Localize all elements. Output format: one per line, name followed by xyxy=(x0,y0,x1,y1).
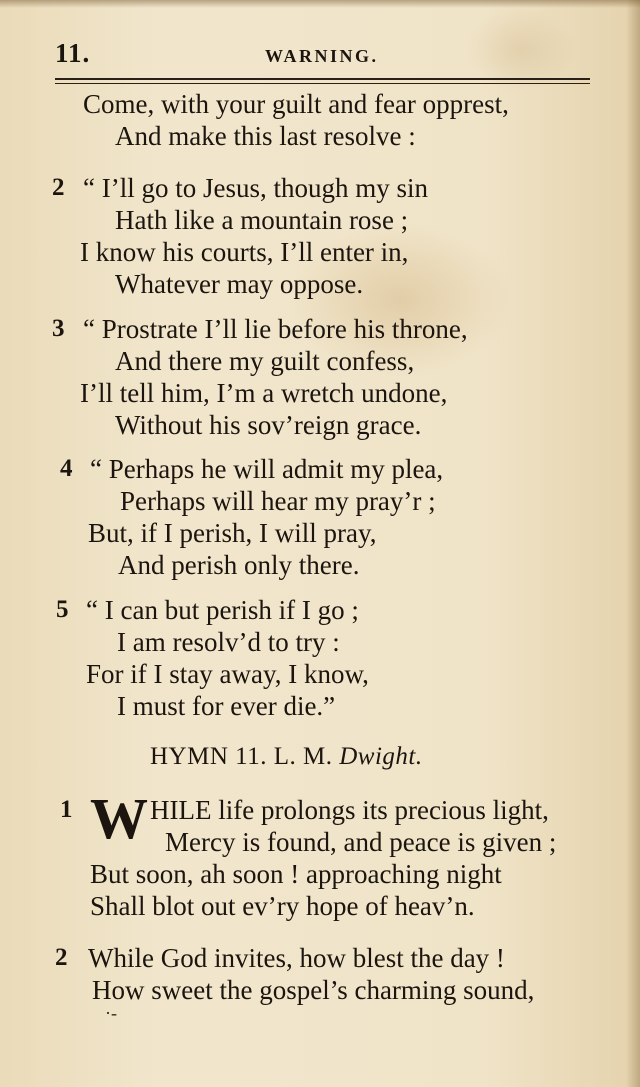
hymn-title-text: HYMN 11. L. M. xyxy=(150,743,333,770)
verse-number: 4 xyxy=(60,455,73,482)
page-number: 11. xyxy=(55,38,91,68)
verse-line: “ I can but perish if I go ; xyxy=(86,595,359,625)
opening-line-1: Come, with your guilt and fear opprest, xyxy=(83,89,509,119)
verse-line: And there my guilt confess, xyxy=(115,346,415,376)
verse-line: Perhaps will hear my pray’r ; xyxy=(120,486,436,516)
drop-cap: W xyxy=(90,786,148,851)
verse-line: While God invites, how blest the day ! xyxy=(88,943,505,973)
header-rule xyxy=(55,78,590,84)
verse-line: “ Prostrate I’ll lie before his throne, xyxy=(83,314,468,344)
hymn-title xyxy=(150,743,423,771)
verse-line: “ Perhaps he will admit my plea, xyxy=(90,454,444,484)
stray-mark: ·- xyxy=(105,1003,117,1023)
verse-line: HILE life prolongs its precious light, xyxy=(150,795,549,825)
verse-line: But, if I perish, I will pray, xyxy=(88,518,377,548)
verse-number: 3 xyxy=(52,315,65,342)
verse-number: 2 xyxy=(52,174,65,201)
verse-line: Hath like a mountain rose ; xyxy=(115,205,409,235)
verse-line: Mercy is found, and peace is given ; xyxy=(165,827,557,857)
verse-line: I am resolv’d to try : xyxy=(117,627,340,657)
verse-number: 5 xyxy=(56,596,69,623)
opening-line-2: And make this last resolve : xyxy=(115,121,416,151)
verse-line: Shall blot out ev’ry hope of heav’n. xyxy=(90,891,475,921)
hymn-author: Dwight. xyxy=(339,743,423,770)
verse-line: But soon, ah soon ! approaching night xyxy=(90,859,502,889)
verse-number: 1 xyxy=(60,796,73,823)
verse-number: 2 xyxy=(55,944,68,971)
verse-line: “ I’ll go to Jesus, though my sin xyxy=(83,173,428,203)
running-head: WARNING. xyxy=(265,46,379,66)
verse-line: I’ll tell him, I’m a wretch undone, xyxy=(80,378,448,408)
page-binding-edge xyxy=(626,0,640,1087)
verse-line: I know his courts, I’ll enter in, xyxy=(80,237,409,267)
verse-line: I must for ever die.” xyxy=(117,691,336,721)
page-top-edge xyxy=(0,0,640,8)
verse-line: Without his sov’reign grace. xyxy=(115,410,422,440)
verse-line: Whatever may oppose. xyxy=(115,269,364,299)
verse-line: How sweet the gospel’s charming sound, xyxy=(92,975,535,1005)
verse-line: And perish only there. xyxy=(118,550,360,580)
verse-line: For if I stay away, I know, xyxy=(86,659,369,689)
page-header xyxy=(55,38,590,78)
